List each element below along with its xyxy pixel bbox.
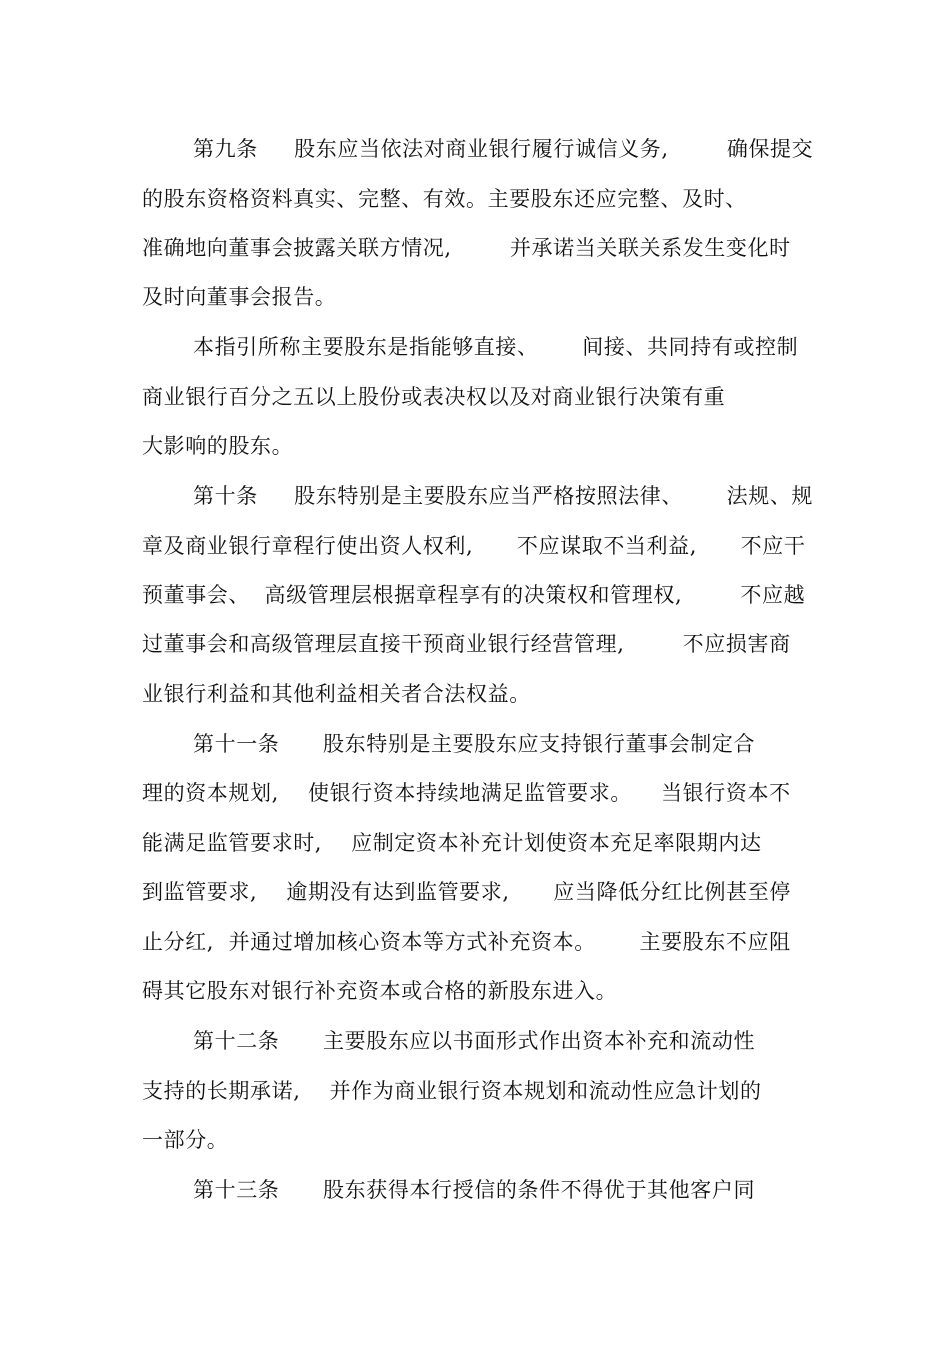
article-11-line-5: 止分红, 并通过增加核心资本等方式补充资本。 主要股东不应阻	[142, 930, 791, 954]
article-10-line-2: 章及商业银行章程行使出资人权利, 不应谋取不当利益, 不应干	[142, 534, 806, 558]
article-10-line-3: 预董事会、 高级管理层根据章程享有的决策权和管理权, 不应越	[142, 583, 806, 607]
article-9-line-3: 准确地向董事会披露关联方情况, 并承诺当关联关系发生变化时	[142, 236, 791, 260]
major-shareholder-definition-line-2: 商业银行百分之五以上股份或表决权以及对商业银行决策有重	[142, 385, 726, 409]
article-11-line-3: 能满足监管要求时, 应制定资本补充计划使资本充足率限期内达	[142, 831, 762, 855]
major-shareholder-definition-line-3: 大影响的股东。	[142, 434, 294, 458]
article-9-line-4: 及时向董事会报告。	[142, 285, 337, 309]
article-11-line-2: 理的资本规划, 使银行资本持续地满足监管要求。 当银行资本不	[142, 781, 791, 805]
article-10-line-5: 业银行利益和其他利益相关者合法权益。	[142, 682, 531, 706]
article-9-line-2: 的股东资格资料真实、完整、有效。主要股东还应完整、及时、	[142, 187, 747, 211]
article-11-line-1: 第十一条 股东特别是主要股东应支持银行董事会制定合	[193, 732, 756, 756]
article-9-line-1: 第九条 股东应当依法对商业银行履行诚信义务, 确保提交	[193, 137, 814, 161]
article-12-line-2: 支持的长期承诺, 并作为商业银行资本规划和流动性应急计划的	[142, 1079, 762, 1103]
article-11-line-6: 碍其它股东对银行补充资本或合格的新股东进入。	[142, 979, 618, 1003]
article-12-line-3: 一部分。	[142, 1128, 229, 1152]
article-13-line-1: 第十三条 股东获得本行授信的条件不得优于其他客户同	[193, 1178, 756, 1202]
article-12-line-1: 第十二条 主要股东应以书面形式作出资本补充和流动性	[193, 1029, 756, 1053]
major-shareholder-definition-line-1: 本指引所称主要股东是指能够直接、 间接、共同持有或控制	[193, 335, 799, 359]
article-10-line-1: 第十条 股东特别是主要股东应当严格按照法律、 法规、规	[193, 484, 814, 508]
article-10-line-4: 过董事会和高级管理层直接干预商业银行经营管理, 不应损害商	[142, 632, 791, 656]
article-11-line-4: 到监管要求, 逾期没有达到监管要求, 应当降低分红比例甚至停	[142, 880, 791, 904]
